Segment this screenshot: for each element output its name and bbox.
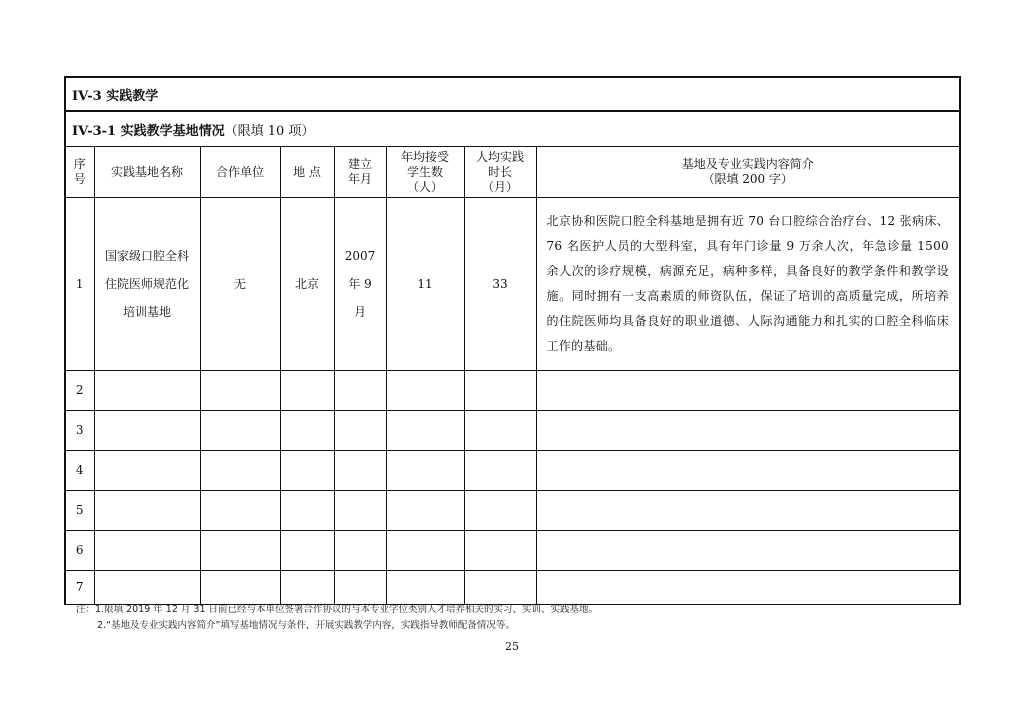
cell-empty <box>464 491 536 531</box>
table-row <box>65 531 960 571</box>
cell-empty <box>334 411 386 451</box>
cell-empty <box>334 531 386 571</box>
cell-no: 4 <box>65 451 94 491</box>
cell-empty <box>200 571 280 605</box>
cell-no: 6 <box>65 531 94 571</box>
cell-empty <box>536 411 960 451</box>
cell-no: 1 <box>65 198 94 371</box>
cell-empty <box>334 491 386 531</box>
header-base-name-label: 实践基地名称 <box>110 164 183 179</box>
header-established-label: 建立 年月 <box>347 157 372 186</box>
cell-partner: 无 <box>200 198 280 371</box>
cell-empty <box>464 571 536 605</box>
header-location <box>280 147 334 198</box>
table-row <box>65 411 960 451</box>
header-no-label: 序 号 <box>73 157 86 186</box>
table-row <box>65 371 960 411</box>
cell-empty <box>386 451 464 491</box>
cell-empty <box>200 531 280 571</box>
table-row <box>65 198 960 371</box>
cell-empty <box>386 371 464 411</box>
header-no <box>65 147 94 198</box>
header-students <box>386 147 464 198</box>
cell-empty <box>536 491 960 531</box>
header-intro-label: 基地及专业实践内容简介 （限填 200 字） <box>681 157 814 186</box>
cell-established-text: 2007 年 9 月 <box>344 249 376 319</box>
cell-established <box>334 198 386 371</box>
cell-empty <box>280 411 334 451</box>
cell-empty <box>386 411 464 451</box>
subsection-title-text: IV-3-1 实践教学基地情况 <box>72 123 225 139</box>
cell-empty <box>334 371 386 411</box>
cell-empty <box>280 371 334 411</box>
cell-empty <box>280 571 334 605</box>
cell-empty <box>386 491 464 531</box>
header-base-name <box>94 147 200 198</box>
header-partner-label: 合作单位 <box>215 164 264 179</box>
subsection-title <box>64 110 961 146</box>
cell-empty <box>200 371 280 411</box>
cell-empty <box>94 531 200 571</box>
cell-empty <box>464 451 536 491</box>
cell-empty <box>94 491 200 531</box>
cell-empty <box>334 451 386 491</box>
cell-base-name: 国家级口腔全科住院医师规范化培训基地 <box>94 198 200 371</box>
cell-empty <box>334 571 386 605</box>
cell-empty <box>280 451 334 491</box>
cell-empty <box>94 571 200 605</box>
header-duration-label: 人均实践 时长 （月） <box>475 149 524 194</box>
cell-empty <box>464 531 536 571</box>
cell-empty <box>94 411 200 451</box>
header-partner <box>200 147 280 198</box>
cell-students: 11 <box>386 198 464 371</box>
cell-no: 2 <box>65 371 94 411</box>
cell-empty <box>94 451 200 491</box>
cell-duration: 33 <box>464 198 536 371</box>
table-header-row <box>65 147 960 198</box>
table-row <box>65 571 960 605</box>
header-duration <box>464 147 536 198</box>
cell-no: 5 <box>65 491 94 531</box>
cell-empty <box>200 411 280 451</box>
table-row <box>65 451 960 491</box>
cell-no: 3 <box>65 411 94 451</box>
header-established <box>334 147 386 198</box>
header-students-label: 年均接受 学生数 （人） <box>400 149 449 194</box>
cell-intro: 北京协和医院口腔全科基地是拥有近 70 台口腔综合治疗台、12 张病床、76 名医护人员的大型科室，具有年门诊量 9 万余人次，年急诊量 1500 余人次的诊疗规模，病源充足，病种多样，具备良好的教学条件和教学设施。同时拥有一支高素质的师资队伍，保证了培训的高质量完成，所培养的住院医师均具备良好的职业道德、人际沟通能力和扎实的口腔全科临床工作的基础。 <box>536 198 960 371</box>
cell-empty <box>94 371 200 411</box>
cell-empty <box>464 411 536 451</box>
cell-empty <box>464 371 536 411</box>
cell-empty <box>536 371 960 411</box>
subsection-title-note: （限填 10 项） <box>224 123 315 139</box>
footnote-2: 2.“基地及专业实践内容简介”填写基地情况与条件，开展实践教学内容，实践指导教师配备情况等。 <box>97 620 515 631</box>
section-title-text: IV-3 实践教学 <box>72 88 159 104</box>
cell-location: 北京 <box>280 198 334 371</box>
table-row <box>65 491 960 531</box>
section-title <box>64 76 961 110</box>
cell-empty <box>536 531 960 571</box>
cell-empty <box>200 491 280 531</box>
header-intro <box>536 147 960 198</box>
cell-empty <box>536 571 960 605</box>
cell-empty <box>280 531 334 571</box>
header-location-label: 地 点 <box>293 164 321 179</box>
cell-empty <box>200 451 280 491</box>
cell-empty <box>386 531 464 571</box>
practice-teaching-section <box>64 76 961 605</box>
page-number: 25 <box>505 640 519 653</box>
cell-empty <box>536 451 960 491</box>
cell-no: 7 <box>65 571 94 605</box>
practice-base-table <box>64 146 961 605</box>
footnote-1: 注：1.限填 2019 年 12 月 31 日前已经与本单位签署合作协议的与本专业学位类别人才培养相关的实习、实训、实践基地。 <box>76 604 599 615</box>
cell-empty <box>280 491 334 531</box>
cell-empty <box>386 571 464 605</box>
